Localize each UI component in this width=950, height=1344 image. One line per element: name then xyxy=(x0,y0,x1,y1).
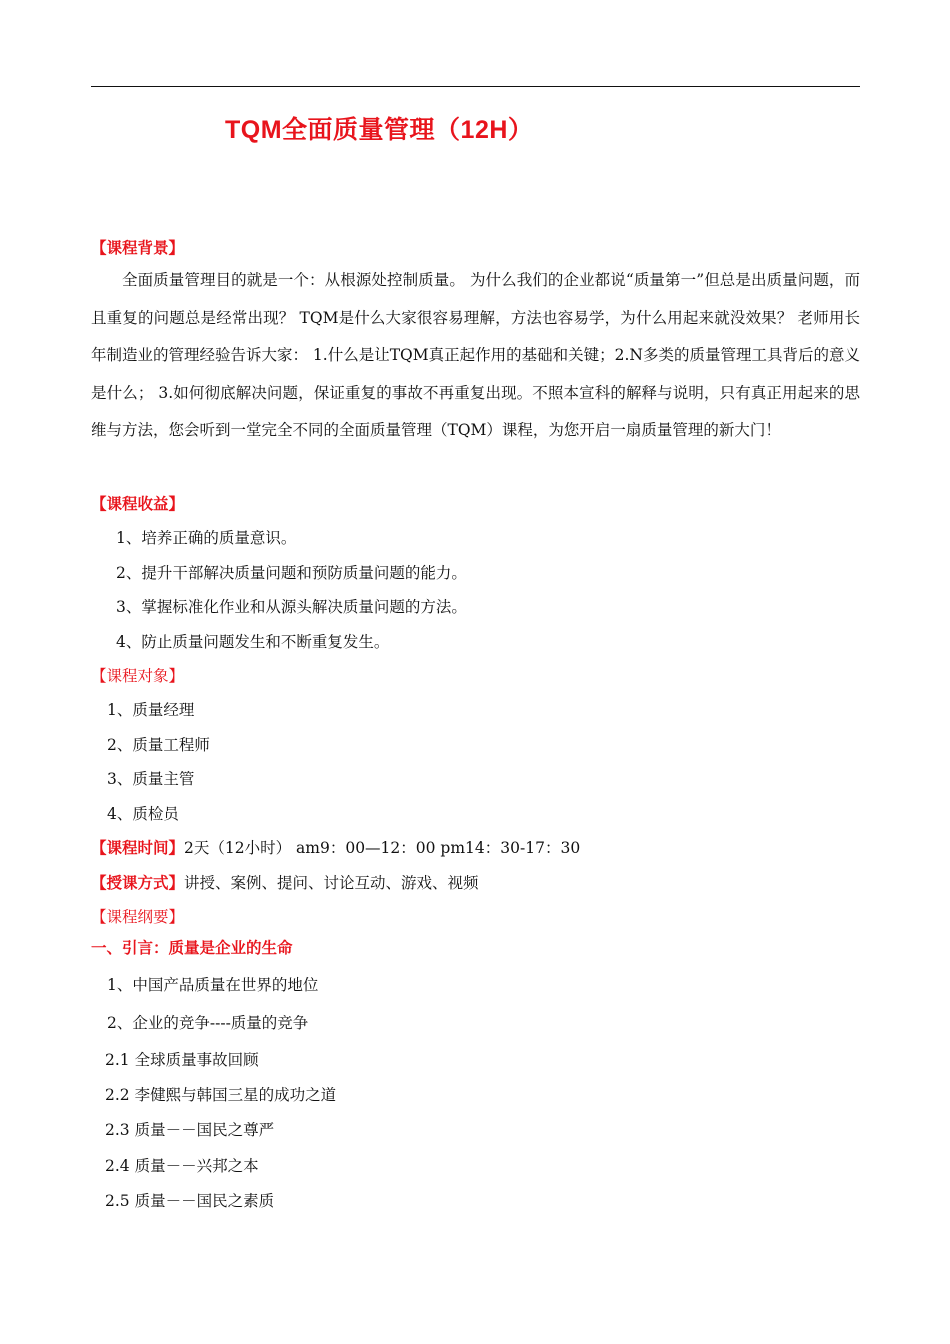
background-paragraph: 全面质量管理目的就是一个：从根源处控制质量。 为什么我们的企业都说“质量第一”但总是出质量问题，而且重复的问题总是经常出现？ TQM是什么大家很容易理解，方法也容易学，为什么用起来就没效果？ 老师用长年制造业的管理经验告诉大家： 1.什么是让TQM真正起作用的基础和关键；2.N多类的质量管理工具背后的意义是什么； 3.如何彻底解决问题，保证重复的事故不再重复出现。不照本宣科的解释与说明，只有真正用起来的思维与方法，您会听到一堂完全不同的全面质量管理（TQM）课程，为您开启一扇质量管理的新大门！ xyxy=(91,271,860,439)
outline-subitem: 2.4 质量－－兴邦之本 xyxy=(105,1157,259,1175)
outline-item: 1、中国产品质量在世界的地位 xyxy=(107,976,319,994)
outline-subitem: 2.5 质量－－国民之素质 xyxy=(105,1192,275,1210)
method-value: 讲授、案例、提问、讨论互动、游戏、视频 xyxy=(184,874,479,892)
outline-subitem: 2.3 质量－－国民之尊严 xyxy=(105,1121,275,1139)
outline-subitem: 2.2 李健熙与韩国三星的成功之道 xyxy=(105,1086,337,1104)
benefits-heading: 【课程收益】 xyxy=(91,494,185,513)
outline-section-title: 一、引言：质量是企业的生命 xyxy=(91,938,293,957)
time-value: 2天（12小时） am9：00—12：00 pm14：30-17：30 xyxy=(184,839,581,857)
time-heading: 【课程时间】 xyxy=(91,838,185,857)
outline-heading: 【课程纲要】 xyxy=(91,908,185,926)
audience-item: 1、质量经理 xyxy=(107,701,195,719)
benefit-item: 2、提升干部解决质量问题和预防质量问题的能力。 xyxy=(116,564,467,582)
document-title: TQM全面质量管理（12H） xyxy=(225,116,534,144)
background-heading: 【课程背景】 xyxy=(91,238,185,257)
outline-subitem: 2.1 全球质量事故回顾 xyxy=(105,1051,259,1069)
time-line xyxy=(91,836,580,858)
audience-heading: 【课程对象】 xyxy=(91,667,185,685)
header-rule xyxy=(91,86,860,87)
benefit-item: 4、防止质量问题发生和不断重复发生。 xyxy=(116,633,390,651)
outline-item: 2、企业的竞争----质量的竞争 xyxy=(107,1014,309,1032)
method-heading: 【授课方式】 xyxy=(91,873,185,892)
audience-item: 2、质量工程师 xyxy=(107,736,210,754)
audience-item: 3、质量主管 xyxy=(107,770,195,788)
audience-item: 4、质检员 xyxy=(107,805,179,823)
benefit-item: 1、培养正确的质量意识。 xyxy=(116,529,297,547)
method-line xyxy=(91,871,479,893)
benefit-item: 3、掌握标准化作业和从源头解决质量问题的方法。 xyxy=(116,598,467,616)
